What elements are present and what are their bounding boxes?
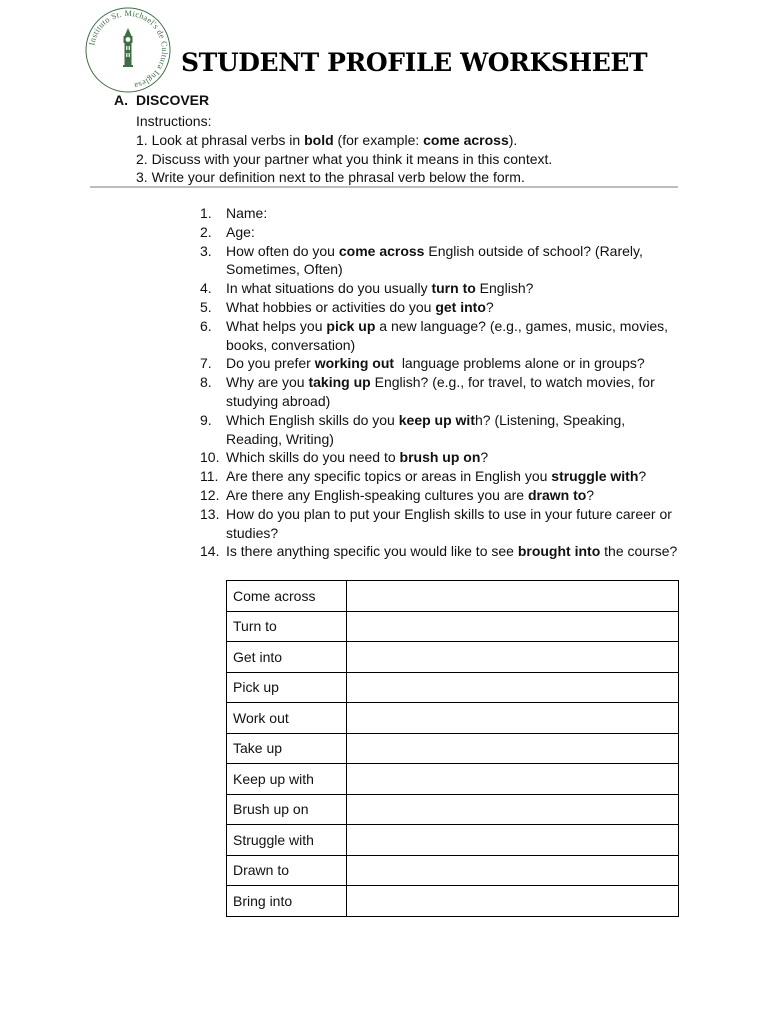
- question-text-part: h? (Listening, Speaking, Reading, Writing): [226, 411, 630, 447]
- table-row: [227, 703, 679, 734]
- definition-cell[interactable]: [347, 825, 679, 856]
- table-row: [227, 825, 679, 856]
- question-number: 2.: [200, 223, 212, 240]
- question-text-part: language problems alone or in groups?: [394, 355, 645, 372]
- question-text-part: a new language? (e.g., games, music, movies, books, conversation): [226, 317, 672, 353]
- instruction-bold: come across: [423, 131, 509, 148]
- phrasal-verb-bold: keep up wit: [398, 411, 475, 428]
- phrasal-verb-bold: working out: [314, 355, 395, 372]
- question-number: 13.: [200, 505, 220, 522]
- question-item: [200, 242, 680, 280]
- phrasal-verb-bold: come across: [338, 242, 425, 259]
- question-number: 1.: [200, 205, 212, 221]
- question-item: [200, 486, 680, 505]
- logo-ring-text: Instituto St. Michael's de Cultura Inglesa: [87, 8, 170, 91]
- definition-cell[interactable]: [347, 581, 679, 612]
- school-logo: [84, 6, 172, 94]
- table-row: [227, 642, 679, 673]
- question-text: [220, 486, 680, 505]
- instruction-line-1: [136, 131, 552, 150]
- question-text: [220, 542, 680, 561]
- phrasal-verb-bold: pick up: [326, 317, 376, 334]
- definition-cell[interactable]: [347, 703, 679, 734]
- question-item: [200, 542, 680, 561]
- question-text: [220, 505, 680, 543]
- section-label: DISCOVER: [136, 92, 210, 108]
- phrasal-verb-cell: Come across: [227, 581, 347, 612]
- question-text-part: ?: [638, 468, 647, 485]
- question-number: 8.: [200, 374, 212, 391]
- question-text-part: What hobbies or activities do you: [226, 298, 436, 315]
- question-text-part: Is there anything specific you would like to see: [226, 543, 518, 560]
- table-row: [227, 855, 679, 886]
- question-item: [200, 223, 680, 242]
- question-text: [220, 223, 680, 242]
- question-text-part: ?: [485, 298, 494, 315]
- question-item: [200, 298, 680, 317]
- question-text-part: How often do you: [226, 242, 339, 259]
- table-row: [227, 672, 679, 703]
- definition-cell[interactable]: [347, 611, 679, 642]
- question-text-part: Which skills do you need to: [226, 449, 400, 466]
- table-row: [227, 764, 679, 795]
- section-heading: [114, 92, 209, 108]
- question-text-part: Are there any English-speaking cultures you are: [226, 486, 528, 503]
- definition-cell[interactable]: [347, 855, 679, 886]
- question-text-part: English? (e.g., for travel, to watch movies, for studying abroad): [226, 374, 659, 409]
- question-text-part: In what situations do you usually: [226, 280, 432, 297]
- divider-line: [90, 186, 678, 188]
- question-text: [220, 298, 680, 317]
- question-text: [220, 204, 680, 223]
- phrasal-verb-cell: Pick up: [227, 672, 347, 703]
- question-text-part: Which English skills do you: [226, 411, 399, 428]
- question-text: [220, 373, 680, 411]
- instruction-text: ).: [508, 131, 518, 148]
- question-text-part: Do you prefer: [226, 355, 315, 372]
- phrasal-verb-bold: drawn to: [527, 486, 587, 503]
- question-text-part: the course?: [600, 543, 678, 560]
- question-item: [200, 317, 680, 355]
- question-number: 11.: [200, 468, 219, 485]
- question-number: 5.: [200, 298, 212, 315]
- phrasal-verb-cell: Keep up with: [227, 764, 347, 795]
- definition-cell[interactable]: [347, 794, 679, 825]
- question-number: 10.: [200, 449, 220, 466]
- phrasal-verb-cell: Get into: [227, 642, 347, 673]
- question-text-part: Name:: [226, 205, 268, 221]
- section-number: A.: [114, 92, 128, 108]
- instructions-heading: Instructions:: [136, 113, 212, 129]
- question-text: [220, 242, 680, 280]
- phrasal-verb-cell: Turn to: [227, 611, 347, 642]
- question-number: 7.: [200, 355, 212, 372]
- page-title: STUDENT PROFILE WORKSHEET: [181, 48, 648, 77]
- question-text-part: ?: [586, 486, 595, 503]
- instruction-bold: bold: [304, 131, 334, 148]
- definition-cell[interactable]: [347, 672, 679, 703]
- question-item: [200, 467, 680, 486]
- question-text-part: English?: [475, 280, 534, 297]
- table-row: [227, 581, 679, 612]
- question-text-part: Are there any specific topics or areas in English you: [226, 468, 552, 485]
- phrasal-verb-cell: Take up: [227, 733, 347, 764]
- definition-cell[interactable]: [347, 642, 679, 673]
- phrasal-verb-bold: struggle with: [551, 468, 639, 485]
- question-item: [200, 373, 680, 411]
- phrasal-verb-bold: taking up: [308, 374, 371, 391]
- question-item: [200, 204, 680, 223]
- phrasal-verb-bold: turn to: [431, 280, 476, 297]
- phrasal-verb-bold: brush up on: [399, 449, 481, 466]
- question-number: 3.: [200, 242, 212, 259]
- question-text-part: What helps you: [226, 317, 327, 334]
- instruction-line-3: 3. Write your definition next to the phrasal verb below the form.: [136, 169, 525, 186]
- question-item: [200, 354, 680, 373]
- definition-cell[interactable]: [347, 764, 679, 795]
- question-text-part: English outside of school? (Rarely, Sometimes, Often): [226, 242, 647, 278]
- table-row: [227, 794, 679, 825]
- question-text-part: How do you plan to put your English skills to use in your future career or studies?: [226, 505, 676, 541]
- question-text-part: ?: [480, 449, 489, 466]
- question-text: [220, 279, 680, 298]
- question-number: 4.: [200, 280, 212, 297]
- instruction-text: 1. Look at phrasal verbs in: [136, 131, 305, 148]
- instruction-line-2: 2. Discuss with your partner what you think it means in this context.: [136, 150, 553, 167]
- question-list: [200, 204, 680, 561]
- phrasal-verb-bold: brought into: [517, 543, 601, 560]
- question-text: [220, 448, 680, 467]
- clock-tower-icon: [123, 28, 133, 67]
- table-row: [227, 611, 679, 642]
- question-item: [200, 411, 680, 449]
- instruction-text: (for example:: [333, 131, 424, 148]
- question-number: 14.: [200, 543, 220, 560]
- question-text: [220, 354, 680, 373]
- phrasal-verb-table: [226, 580, 679, 917]
- question-number: 12.: [200, 486, 220, 503]
- phrasal-verb-cell: Drawn to: [227, 855, 347, 886]
- question-number: 6.: [200, 317, 212, 334]
- question-number: 9.: [200, 411, 212, 428]
- phrasal-verb-bold: get into: [435, 298, 486, 315]
- table-row: [227, 886, 679, 917]
- phrasal-verb-cell: Struggle with: [227, 825, 347, 856]
- definition-cell[interactable]: [347, 733, 679, 764]
- phrasal-verb-cell: Work out: [227, 703, 347, 734]
- phrasal-verb-cell: Bring into: [227, 886, 347, 917]
- question-text: [220, 467, 680, 486]
- question-text-part: Why are you: [226, 374, 309, 391]
- instructions-block: [136, 112, 552, 187]
- question-item: [200, 279, 680, 298]
- table-row: [227, 733, 679, 764]
- phrasal-verb-cell: Brush up on: [227, 794, 347, 825]
- question-text: [220, 411, 680, 449]
- question-text: [220, 317, 680, 355]
- question-text-part: Age:: [226, 223, 255, 240]
- question-item: [200, 448, 680, 467]
- question-item: [200, 505, 680, 543]
- definition-cell[interactable]: [347, 886, 679, 917]
